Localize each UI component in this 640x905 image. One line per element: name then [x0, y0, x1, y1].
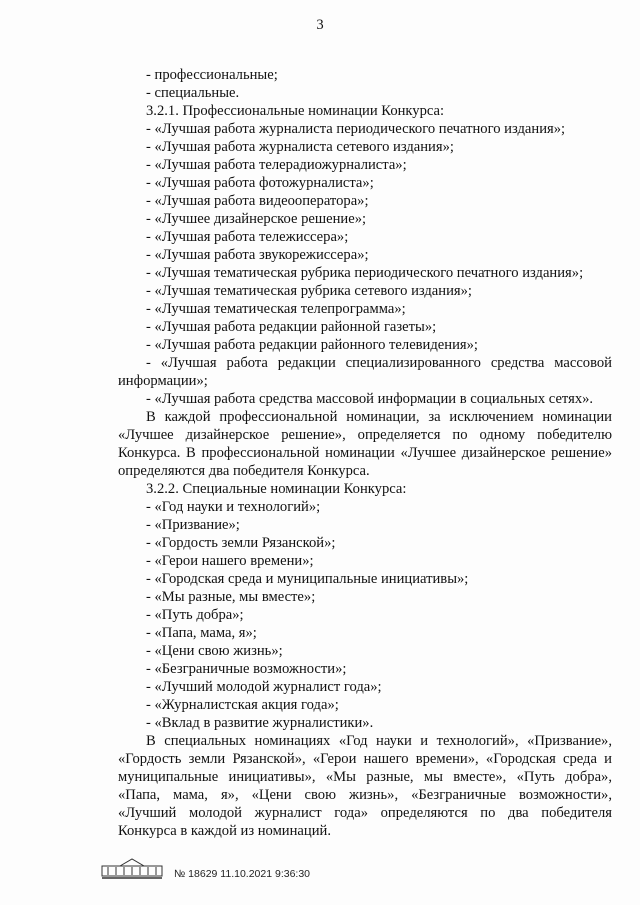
list-item: - «Лучшая работа звукорежиссера»;: [146, 247, 369, 263]
list-item: - «Цени свою жизнь»;: [146, 643, 283, 659]
list-item: - «Путь добра»;: [146, 607, 244, 623]
list-item: - «Призвание»;: [146, 517, 240, 533]
list-item: - «Лучшая работа журналиста периодического печатного издания»;: [146, 121, 566, 137]
list-item: - «Вклад в развитие журналистики».: [146, 715, 374, 731]
paragraph-line: «Папа, мама, я», «Цени свою жизнь», «Безграничные возможности»,: [118, 787, 612, 803]
section-heading: 3.2.2. Специальные номинации Конкурса:: [146, 481, 407, 497]
list-item: - «Лучший молодой журналист года»;: [146, 679, 382, 695]
list-item: - «Лучшая работа журналиста сетевого издания»;: [146, 139, 454, 155]
paragraph-line: В специальных номинациях «Год науки и технологий», «Призвание»,: [146, 733, 612, 749]
list-item: - «Лучшая работа фотожурналиста»;: [146, 175, 374, 191]
paragraph-line: муниципальные инициативы», «Мы разные, мы вместе», «Путь добра»,: [118, 769, 612, 785]
building-stamp-icon: [100, 857, 164, 879]
list-item: - «Лучшая тематическая рубрика сетевого издания»;: [146, 283, 472, 299]
paragraph-line: В каждой профессиональной номинации, за исключением номинации: [146, 409, 612, 425]
paragraph-line: «Гордость земли Рязанской», «Герои нашего времени», «Городская среда и: [118, 751, 612, 767]
list-item: - «Городская среда и муниципальные инициативы»;: [146, 571, 469, 587]
page-number: 3: [316, 17, 324, 33]
paragraph-line: определяются два победителя Конкурса.: [118, 463, 370, 479]
list-item: - «Лучшая тематическая рубрика периодического печатного издания»;: [146, 265, 584, 281]
registration-footer: № 18629 11.10.2021 9:36:30: [174, 868, 311, 880]
list-item: - «Лучшая работа средства массовой информации в социальных сетях».: [146, 391, 594, 407]
list-item-wrapped: - «Лучшая работа редакции специализированного средства массовой: [146, 355, 612, 371]
list-item: - «Мы разные, мы вместе»;: [146, 589, 316, 605]
list-item: - «Лучшая тематическая телепрограмма»;: [146, 301, 406, 317]
list-item: - специальные.: [146, 85, 240, 101]
list-item: - «Папа, мама, я»;: [146, 625, 257, 641]
list-item: - «Лучшая работа тележиссера»;: [146, 229, 349, 245]
list-item: - «Лучшее дизайнерское решение»;: [146, 211, 367, 227]
list-item: - «Лучшая работа редакции районной газеты»;: [146, 319, 437, 335]
list-item: - профессиональные;: [146, 67, 278, 83]
list-item: - «Журналистская акция года»;: [146, 697, 339, 713]
list-item: - «Безграничные возможности»;: [146, 661, 347, 677]
list-item: - «Лучшая работа видеооператора»;: [146, 193, 369, 209]
list-item: - «Герои нашего времени»;: [146, 553, 314, 569]
paragraph-line: Конкурса. В профессиональной номинации «Лучшее дизайнерское решение»: [118, 445, 612, 461]
list-item: - «Гордость земли Рязанской»;: [146, 535, 336, 551]
section-heading: 3.2.1. Профессиональные номинации Конкурса:: [146, 103, 445, 119]
paragraph-line: Конкурса в каждой из номинаций.: [118, 823, 331, 839]
list-item: - «Лучшая работа редакции районного телевидения»;: [146, 337, 478, 353]
paragraph-line: «Лучший молодой журналист года» определяются по два победителя: [118, 805, 612, 821]
list-item: - «Год науки и технологий»;: [146, 499, 321, 515]
list-item-wrapped-continuation: информации»;: [118, 373, 208, 389]
list-item: - «Лучшая работа телерадиожурналиста»;: [146, 157, 407, 173]
paragraph-line: «Лучшее дизайнерское решение», определяется по одному победителю: [118, 427, 612, 443]
